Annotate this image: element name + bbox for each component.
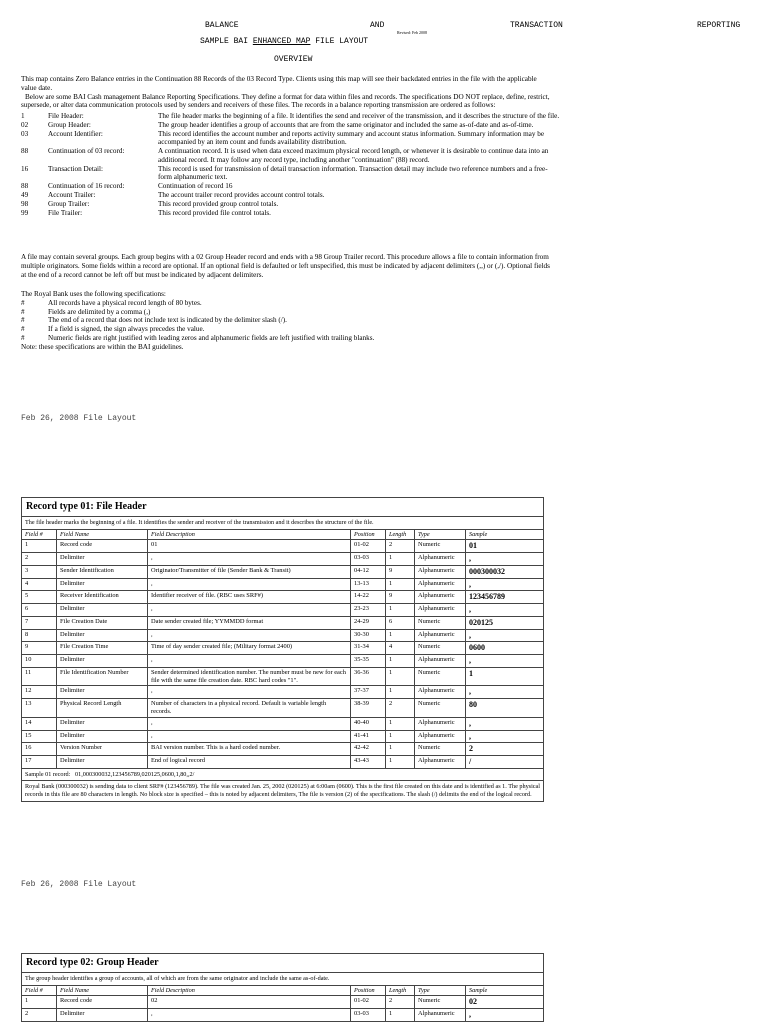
overview-heading: OVERVIEW (274, 55, 313, 64)
specs-intro: The Royal Bank uses the following specifications: (21, 290, 166, 298)
header-word-transaction: TRANSACTION (510, 21, 563, 30)
intro-paragraph-2: Below are some BAI Cash management Balance Reporting Specifications. They define a format for data within files and records. The specifications DO NOT replace, define, restrict, supersede, or alter data communication protocols used by senders and receivers of these files. The records in a balance reporting transmission are ordered as follows: (21, 92, 550, 110)
table-row: 6 Delimiter , 23-23 1 Alphanumeric , (22, 604, 544, 617)
header-word-balance: BALANCE (205, 21, 239, 30)
table-row: 2 Delimiter , 03-03 1 Alphanumeric , (22, 1009, 544, 1022)
list-item: 1 File Header: The file header marks the beginning of a file. It identifies the send and receiver of the transmission, and it describes the structure of the file. (21, 112, 560, 120)
table-row: 10 Delimiter , 35-35 1 Alphanumeric , (22, 655, 544, 668)
table-row: 1 Record code 01 01-02 2 Numeric 01 (22, 540, 544, 553)
list-item: # All records have a physical record length of 80 bytes. (21, 298, 202, 307)
groups-paragraph: A file may contain several groups. Each group begins with a 02 Group Header record and ends with a 98 Group Trailer record. This procedure allows a file to contain information from multiple originators. Some fields within a record are optional. If an optional field is defaulted or left unspecified, this must be indicated by adjacent delimiters (,,) or (,/). Optional fields at the end of a record cannot be left off but must be indicated by adjacent delimiters. (21, 253, 550, 279)
record-01-table (21, 497, 544, 802)
specifications-block (21, 290, 553, 351)
record-02-rows (22, 996, 544, 1022)
record-01-rows (22, 540, 544, 769)
record-01-sample: Sample 01 record: 01,000300032,123456789,020125,0600,1,80,,2/ (22, 768, 544, 781)
record-01-title: Record type 01: File Header (22, 498, 544, 517)
revised-date: Revised: Feb 2008 (397, 30, 427, 35)
page-footer-1: Feb 26, 2008 File Layout (21, 414, 137, 423)
table-header-row: Field # Field Name Field Description Position Length Type Sample (22, 529, 544, 540)
table-row: 9 File Creation Time Time of day sender created file; (Military format 2400) 31-34 4 Numeric 0600 (22, 642, 544, 655)
table-row: 8 Delimiter , 30-30 1 Alphanumeric , (22, 629, 544, 642)
table-row: 5 Receiver Identification Identifier receiver of file. (RBC uses SRF#) 14-22 9 Alphanumeric 123456789 (22, 591, 544, 604)
header-word-and: AND (370, 21, 385, 30)
table-row: 1 Record code 02 01-02 2 Numeric 02 (22, 996, 544, 1009)
table-row: 2 Delimiter , 03-03 1 Alphanumeric , (22, 553, 544, 566)
record-type-list (21, 112, 561, 217)
intro-paragraph-1: This map contains Zero Balance entries in the Continuation 88 Records of the 03 Record Type. Clients using this map will see their backdated entries in the file with the applicable value date. (21, 75, 537, 92)
record-02-table (21, 953, 544, 1022)
specs-note: Note: these specifications are within the BAI guidelines. (21, 342, 184, 351)
list-item: # Fields are delimited by a comma (,) (21, 307, 151, 316)
list-item: 16 Transaction Detail: This record is used for transmission of detail transaction information. Transaction detail may include two reference numbers and a free-form alphanumeric text. (21, 164, 548, 182)
list-item: # If a field is signed, the sign always precedes the value. (21, 325, 205, 334)
list-item: 49 Account Trailer: The account trailer record provides account control totals. (21, 191, 325, 200)
list-item: 88 Continuation of 03 record: A continuation record. It is used when data exceed maximum physical record length, or whenever it is desirable to continue data into an additional record. It may follow any record type, including another "continuation" (88) record. (21, 147, 549, 164)
list-item: 02 Group Header: The group header identifies a group of accounts that are from the same originator and included the same as-of-date and as-of-time. (21, 120, 534, 129)
header-subtitle (200, 37, 368, 47)
list-item: # The end of a record that does not include text is indicated by the delimiter slash (/). (21, 316, 287, 325)
table-header-row: Field # Field Name Field Description Position Length Type Sample (22, 985, 544, 996)
record-01-note: Royal Bank (000300032) is sending data to client SRF# (123456789). The file was created Jan. 25, 2002 (020125) at 6:00am (0600). This is the first file created on this date and is identified as 1. The physical records in this file are 80 characters in length. No block size is specified – this is noted by adjacent delimiters, The file is version (2) of the specifications. The slash (/) delimits the end of the logical record. (22, 781, 544, 801)
list-item: 99 File Trailer: This record provided file control totals. (21, 208, 271, 217)
table-row: 4 Delimiter , 13-13 1 Alphanumeric , (22, 578, 544, 591)
list-item: 03 Account Identifier: This record identifies the account number and reports activity summary and account status information. Summary information may be accompanied by an item count and funds availability distribution. (21, 129, 545, 147)
page-footer-2: Feb 26, 2008 File Layout (21, 880, 137, 889)
table-row: 12 Delimiter , 37-37 1 Alphanumeric , (22, 686, 544, 699)
table-row: 3 Sender Identification Originator/Transmitter of file (Sender Bank & Transit) 04-12 9 Alphanumeric 000300032 (22, 565, 544, 578)
intro-block (21, 75, 553, 110)
header-word-reporting: REPORTING (697, 21, 741, 30)
list-item: # Numeric fields are right justified with leading zeros and alphanumeric fields are left justified with trailing blanks. (21, 333, 375, 342)
table-row: 7 File Creation Date Date sender created file; YYMMDD format 24-29 6 Numeric 020125 (22, 616, 544, 629)
subtitle-pre: SAMPLE BAI (200, 37, 249, 46)
table-row: 15 Delimiter , 41-41 1 Alphanumeric , (22, 730, 544, 743)
table-row: 14 Delimiter , 40-40 1 Alphanumeric , (22, 717, 544, 730)
subtitle-underlined: ENHANCED MAP (252, 37, 311, 46)
subtitle-post: FILE LAYOUT (315, 37, 369, 46)
record-02-title: Record type 02: Group Header (22, 954, 544, 973)
table-row: 11 File Identification Number Sender determined identification number. The number must be new for each file with the same file creation date. RBC hard codes "1". 36-36 1 Numeric 1 (22, 667, 544, 686)
table-row: 17 Delimiter End of logical record 43-43 1 Alphanumeric / (22, 756, 544, 769)
table-row: 16 Version Number BAI version number. This is a hard coded number. 42-42 1 Numeric 2 (22, 743, 544, 756)
record-02-description: The group header identifies a group of accounts, all of which are from the same originator and include the same as-of-date. (22, 973, 544, 986)
table-row: 13 Physical Record Length Number of characters in a physical record. Default is variable length records. 38-39 2 Numeric 80 (22, 699, 544, 718)
list-item: 98 Group Trailer: This record provided group control totals. (21, 199, 279, 208)
record-01-description: The file header marks the beginning of a file. It identifies the sender and receiver of the transmission and it describes the structure of the file. (22, 517, 544, 530)
list-item: 88 Continuation of 16 record: Continuation of record 16 (21, 182, 233, 191)
